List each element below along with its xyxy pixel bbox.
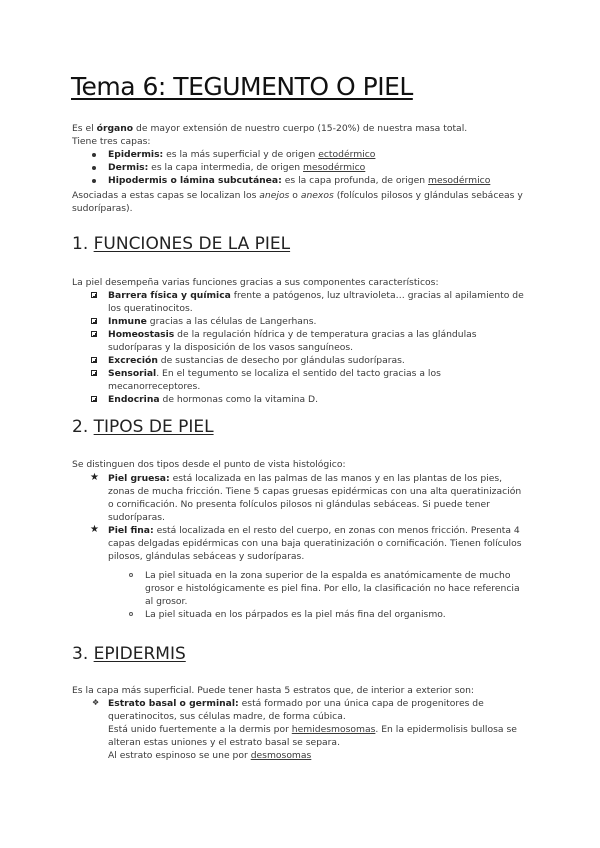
skin-types-list (90, 472, 528, 563)
subitem-text: La piel situada en la zona superior de la espalda es anatómicamente de mucho grosor e histológicamente es piel fina. Por ello, la clasificación no hace referencia al grosor. (145, 570, 520, 607)
section-heading-tipos (72, 417, 214, 437)
list-item (145, 569, 530, 608)
function-term: Sensorial (108, 368, 157, 379)
list-item (108, 393, 528, 406)
list-item (108, 749, 528, 762)
layer-text: es la capa profunda, de origen (281, 175, 429, 186)
stratum-text: está formado por una única capa de progenitores de queratinocitos, sus células madre, de forma cúbica. (108, 698, 484, 722)
checkbox-bullet-icon (91, 357, 97, 363)
layer-origin: ectodérmico (318, 149, 376, 160)
intro-text: Es el (72, 123, 97, 134)
layer-origin: mesodérmico (303, 162, 366, 173)
function-text: de la regulación hídrica y de temperatura gracias a las glándulas sudoríparas y la disposición de los vasos sanguíneos. (108, 329, 477, 353)
functions-list (108, 289, 528, 406)
subitem-text: La piel situada en los párpados es la piel más fina del organismo. (145, 609, 446, 620)
star-bullet-icon: ★ (90, 524, 99, 535)
list-item (108, 723, 528, 749)
skin-type-text: está localizada en el resto del cuerpo, en zonas con menos fricción. Presenta 4 capas delgadas epidérmicas con una baja queratinización o cornificación. Tienen folículos pilosos, glándulas sebáceas y sudoríparas. (108, 525, 522, 562)
section-number: 2. (72, 417, 94, 437)
annexes-text: Asociadas a estas capas se localizan los (72, 190, 260, 201)
function-text: de hormonas como la vitamina D. (159, 394, 319, 405)
layer-term: Hipodermis o lámina subcutánea: (108, 175, 282, 186)
stratum-text: Al estrato espinoso se une por (108, 750, 251, 761)
checkbox-bullet-icon (91, 331, 97, 337)
intro-line-2: Tiene tres capas: (72, 136, 151, 147)
annexes-text: (folículos pilosos y glándulas sebáceas y sudoríparas). (72, 190, 523, 214)
list-item (90, 524, 528, 563)
section3-intro: Es la capa más superficial. Puede tener hasta 5 estratos que, de interior a exterior son: (72, 685, 475, 696)
function-term: Inmune (108, 316, 147, 327)
section-heading-text: FUNCIONES DE LA PIEL (93, 234, 291, 254)
bullet-dot-icon (92, 153, 96, 157)
checkbox-bullet-icon (91, 318, 97, 324)
intro-term-organo: órgano (96, 123, 134, 134)
function-text: gracias a las células de Langerhans. (146, 316, 317, 327)
section-number: 3. (72, 644, 94, 664)
checkbox-bullet-icon (91, 292, 97, 298)
intro-text: de mayor extensión de nuestro cuerpo (15-20%) de nuestra masa total. (133, 123, 468, 134)
function-term: Homeostasis (108, 329, 175, 340)
epidermis-list (92, 697, 528, 762)
stratum-text: Está unido fuertemente a la dermis por (108, 724, 292, 735)
function-term: Excreción (108, 355, 158, 366)
stratum-text: . En la epidermolisis bullosa se alteran estas uniones y el estrato basal se separa. (108, 724, 517, 748)
annexes-term: anexos (300, 190, 334, 201)
list-item (108, 354, 528, 367)
annexes-text: o (289, 190, 301, 201)
list-item (108, 174, 538, 187)
function-term: Endocrina (108, 394, 160, 405)
list-item (145, 608, 530, 621)
list-item (108, 367, 528, 393)
function-text: de sustancias de desecho por glándulas sudoríparas. (157, 355, 405, 366)
layer-origin: mesodérmico (428, 175, 491, 186)
section-number: 1. (72, 234, 94, 254)
star-bullet-icon: ★ (90, 472, 99, 483)
annexes-term: anejos (259, 190, 290, 201)
section2-intro: Se distinguen dos tipos desde el punto de vista histológico: (72, 459, 346, 470)
bullet-dot-icon (92, 179, 96, 183)
skin-type-term: Piel gruesa: (108, 473, 170, 484)
function-text: . En el tegumento se localiza el sentido del tacto gracias a los mecanorreceptores. (108, 368, 441, 392)
list-item (108, 148, 538, 161)
circle-bullet-icon (129, 612, 133, 616)
list-item (108, 315, 528, 328)
diamond-bullet-icon: ❖ (92, 698, 100, 707)
circle-bullet-icon (129, 573, 133, 577)
checkbox-bullet-icon (91, 396, 97, 402)
layer-text: es la capa intermedia, de origen (148, 162, 303, 173)
list-item (90, 472, 528, 524)
section-heading-text: TIPOS DE PIEL (93, 417, 214, 437)
section1-intro: La piel desempeña varias funciones gracias a sus componentes característicos: (72, 277, 439, 288)
desmosomas-term: desmosomas (250, 750, 312, 761)
hemidesmosomas-term: hemidesmosomas (291, 724, 376, 735)
list-item (108, 328, 528, 354)
bullet-dot-icon (92, 166, 96, 170)
function-term: Barrera física y química (108, 290, 231, 301)
section-heading-epidermis (72, 644, 186, 664)
list-item (92, 697, 528, 723)
list-item (108, 289, 528, 315)
annexes-paragraph (72, 189, 532, 215)
layer-term: Dermis: (108, 162, 149, 173)
section-heading-text: EPIDERMIS (93, 644, 186, 664)
intro-line-1 (72, 122, 532, 135)
skin-type-term: Piel fina: (108, 525, 154, 536)
list-item (108, 161, 538, 174)
stratum-term: Estrato basal o germinal: (108, 698, 239, 709)
layer-text: es la más superficial y de origen (163, 149, 319, 160)
page-title: Tema 6: TEGUMENTO O PIEL (71, 72, 413, 101)
function-text: frente a patógenos, luz ultravioleta… gracias al apilamiento de los queratinocitos. (108, 290, 524, 314)
section-heading-funciones (72, 234, 290, 254)
skin-type-text: está localizada en las palmas de las manos y en las plantas de los pies, zonas de mucha fricción. Tiene 5 capas gruesas epidérmicas con una alta queratinización o cornificación. No presenta folículos pilosos ni glándulas sebáceas. Si puede tener sudoríparas. (108, 473, 522, 523)
skin-subitems-list (145, 569, 530, 621)
layers-list (108, 148, 538, 187)
checkbox-bullet-icon (91, 370, 97, 376)
layer-term: Epidermis: (108, 149, 164, 160)
